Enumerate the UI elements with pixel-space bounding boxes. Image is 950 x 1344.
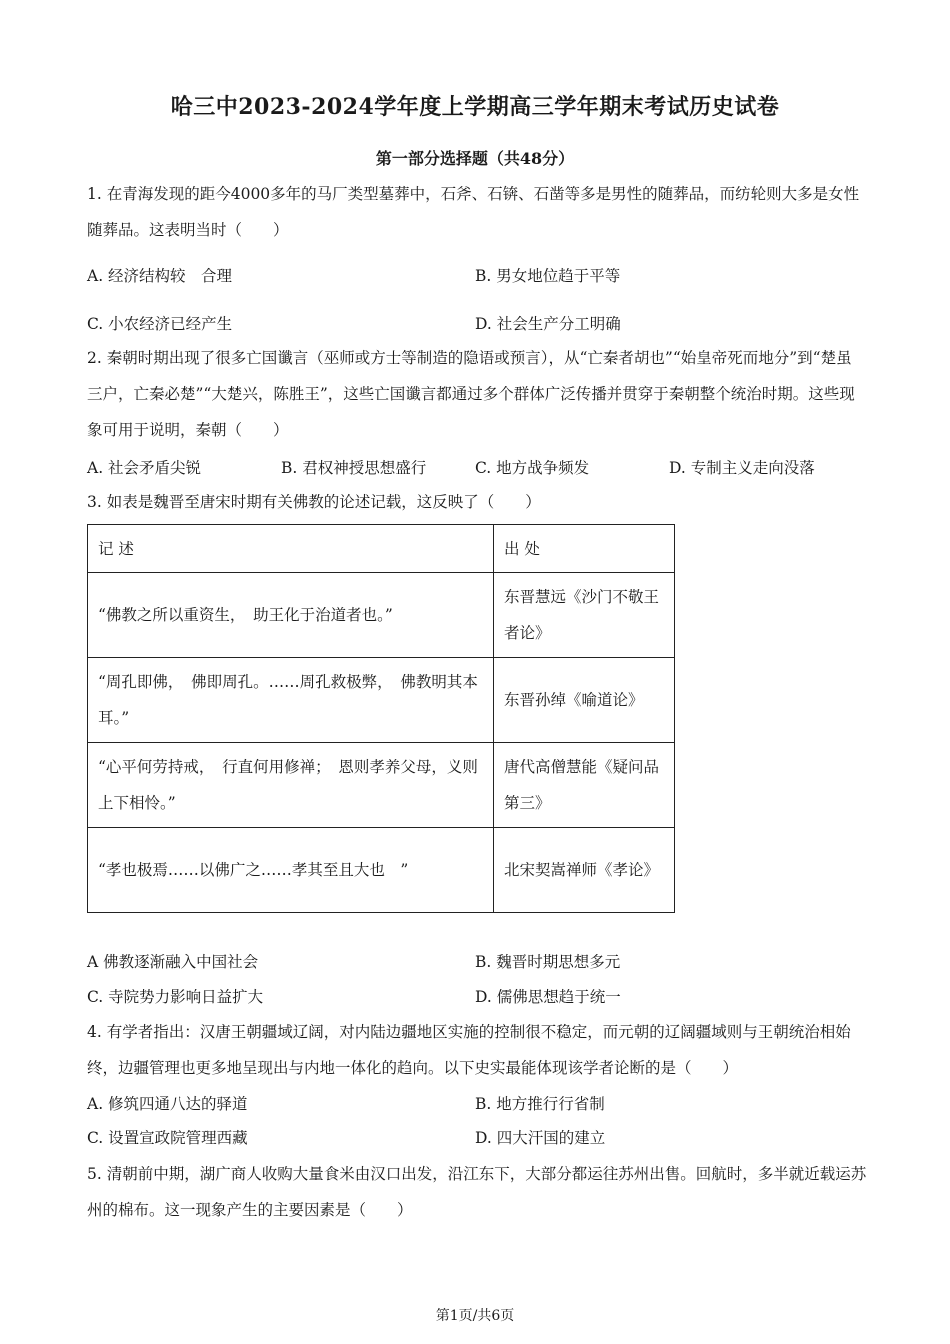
- table-row: [88, 573, 675, 658]
- q4-option-a[interactable]: A. 修筑四通八达的驿道: [87, 1095, 248, 1113]
- question-3-stem: 3. 如表是魏晋至唐宋时期有关佛教的论述记载，这反映了（ ）: [87, 493, 541, 511]
- q3-option-d[interactable]: D. 儒佛思想趋于统一: [475, 988, 621, 1006]
- question-3-options-2: [87, 985, 877, 1009]
- table-cell-record: “孝也极焉……以佛广之……孝其至且大也 ”: [88, 828, 494, 913]
- q2-option-c[interactable]: C. 地方战争频发: [475, 459, 590, 477]
- question-4-stem: 4. 有学者指出：汉唐王朝疆域辽阔，对内陆边疆地区实施的控制很不稳定，而元朝的辽阔疆域则与王朝统治相始终，边疆管理也更多地呈现出与内地一体化的趋向。以下史实最能体现该学者论断的是（ ）: [87, 1023, 851, 1077]
- buddhism-records-table: [87, 524, 675, 913]
- exam-title: 哈三中2023-2024学年度上学期高三学年期末考试历史试卷: [170, 94, 780, 120]
- table-cell-record: “周孔即佛， 佛即周孔。……周孔救极弊， 佛教明其本耳。”: [88, 658, 494, 743]
- q4-option-b[interactable]: B. 地方推行行省制: [475, 1095, 605, 1113]
- table-header-cell: 出 处: [494, 525, 675, 573]
- table-header-cell: 记 述: [88, 525, 494, 573]
- question-3-options: [87, 950, 877, 974]
- q3-option-c[interactable]: C. 寺院势力影响日益扩大: [87, 988, 264, 1006]
- q2-option-b[interactable]: B. 君权神授思想盛行: [281, 459, 427, 477]
- table-row: [88, 743, 675, 828]
- question-2-stem: 2. 秦朝时期出现了很多亡国谶言（巫师或方士等制造的隐语或预言），从“亡秦者胡也”“始皇帝死而地分”到“楚虽三户，亡秦必楚”“大楚兴，陈胜王”，这些亡国谶言都通过多个群体广泛传播并贯穿于秦朝整个统治时期。这些现象可用于说明，秦朝（ ）: [87, 349, 855, 439]
- page-number: 第1页/共6页: [435, 1308, 515, 1324]
- question-2-options: [87, 456, 877, 480]
- question-1-options-2: [87, 312, 877, 336]
- q1-option-a[interactable]: A. 经济结构较 合理: [87, 267, 233, 285]
- table-header-row: [88, 525, 675, 573]
- q1-option-c[interactable]: C. 小农经济已经产生: [87, 315, 233, 333]
- question-1-options: [87, 264, 877, 288]
- q4-option-c[interactable]: C. 设置宣政院管理西藏: [87, 1129, 248, 1147]
- question-1-stem: 1. 在青海发现的距今4000多年的马厂类型墓葬中，石斧、石锛、石凿等多是男性的随葬品，而纺轮则大多是女性随葬品。这表明当时（ ）: [87, 185, 860, 239]
- table-cell-source: 东晋孙绰《喻道论》: [494, 658, 675, 743]
- question-4-options-2: [87, 1126, 877, 1150]
- table-cell-source: 唐代高僧慧能《疑问品第三》: [494, 743, 675, 828]
- q2-option-a[interactable]: A. 社会矛盾尖锐: [87, 459, 202, 477]
- question-5-stem: 5. 清朝前中期，湖广商人收购大量食米由汉口出发，沿江东下，大部分都运往苏州出售。回航时，多半就近载运苏州的棉布。这一现象产生的主要因素是（ ）: [87, 1165, 867, 1219]
- q3-option-b[interactable]: B. 魏晋时期思想多元: [475, 953, 621, 971]
- q1-option-d[interactable]: D. 社会生产分工明确: [475, 315, 621, 333]
- question-4-options: [87, 1092, 877, 1116]
- table-cell-source: 东晋慧远《沙门不敬王者论》: [494, 573, 675, 658]
- q2-option-d[interactable]: D. 专制主义走向没落: [669, 459, 815, 477]
- q1-option-b[interactable]: B. 男女地位趋于平等: [475, 267, 621, 285]
- section-heading: 第一部分选择题（共48分）: [375, 149, 575, 168]
- table-row: [88, 828, 675, 913]
- table-cell-source: 北宋契嵩禅师《孝论》: [494, 828, 675, 913]
- table-cell-record: “心平何劳持戒， 行直何用修禅； 恩则孝养父母，义则上下相怜。”: [88, 743, 494, 828]
- table-row: [88, 658, 675, 743]
- q4-option-d[interactable]: D. 四大汗国的建立: [475, 1129, 606, 1147]
- table-cell-record: “佛教之所以重资生， 助王化于治道者也。”: [88, 573, 494, 658]
- q3-option-a[interactable]: A 佛教逐渐融入中国社会: [87, 953, 259, 971]
